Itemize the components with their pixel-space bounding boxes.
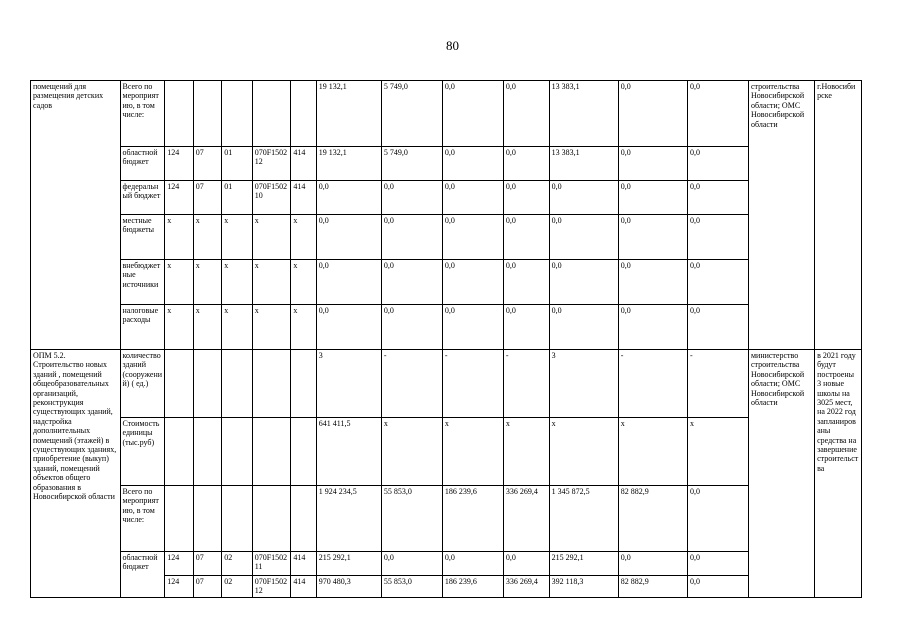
row-label-cell: количество зданий (сооружений) ( ед.) — [120, 350, 165, 418]
value-cell: x — [618, 418, 687, 486]
value-cell: 392 118,3 — [549, 576, 618, 598]
value-cell: 186 239,6 — [442, 576, 503, 598]
code-cell: x — [165, 305, 193, 350]
code-cell — [291, 418, 316, 486]
table-row — [31, 486, 862, 552]
value-cell: - — [442, 350, 503, 418]
code-cell: x — [291, 305, 316, 350]
code-cell — [222, 486, 253, 552]
code-cell — [222, 418, 253, 486]
code-cell: 07 — [193, 552, 221, 576]
code-cell: 07 — [193, 147, 221, 181]
value-cell: 3 — [316, 350, 381, 418]
code-cell — [165, 418, 193, 486]
code-cell: 124 — [165, 147, 193, 181]
code-cell — [193, 418, 221, 486]
table-row — [31, 260, 862, 305]
code-cell: 01 — [222, 147, 253, 181]
table-row — [31, 215, 862, 260]
code-cell: x — [165, 260, 193, 305]
value-cell: 0,0 — [442, 305, 503, 350]
value-cell: x — [381, 418, 442, 486]
code-cell: x — [291, 260, 316, 305]
value-cell: 0,0 — [503, 260, 549, 305]
value-cell: 0,0 — [618, 552, 687, 576]
value-cell: 0,0 — [687, 181, 748, 215]
code-cell: 070F150212 — [252, 147, 291, 181]
value-cell: 0,0 — [503, 181, 549, 215]
code-cell — [165, 81, 193, 147]
value-cell: 0,0 — [316, 305, 381, 350]
value-cell: 0,0 — [381, 181, 442, 215]
value-cell: 0,0 — [549, 181, 618, 215]
value-cell: 1 924 234,5 — [316, 486, 381, 552]
table-row — [31, 181, 862, 215]
value-cell: 82 882,9 — [618, 486, 687, 552]
code-cell — [193, 350, 221, 418]
value-cell: - — [618, 350, 687, 418]
value-cell: 0,0 — [442, 552, 503, 576]
code-cell: 070F150211 — [252, 552, 291, 576]
value-cell: - — [381, 350, 442, 418]
code-cell: x — [193, 260, 221, 305]
value-cell: 0,0 — [687, 81, 748, 147]
value-cell: 0,0 — [549, 215, 618, 260]
value-cell: 55 853,0 — [381, 576, 442, 598]
row-label-cell: Всего по мероприятию, в том числе: — [120, 486, 165, 552]
code-cell: 070F150210 — [252, 181, 291, 215]
code-cell: x — [291, 215, 316, 260]
value-cell: 0,0 — [503, 552, 549, 576]
code-cell — [291, 81, 316, 147]
value-cell: 641 411,5 — [316, 418, 381, 486]
value-cell: 0,0 — [381, 260, 442, 305]
code-cell: x — [252, 260, 291, 305]
value-cell: 0,0 — [618, 181, 687, 215]
code-cell — [252, 418, 291, 486]
value-cell: 13 383,1 — [549, 147, 618, 181]
code-cell: 414 — [291, 181, 316, 215]
table-row — [31, 350, 862, 418]
row-label-cell: внебюджетные источники — [120, 260, 165, 305]
code-cell: 124 — [165, 576, 193, 598]
code-cell: x — [252, 215, 291, 260]
code-cell: 124 — [165, 552, 193, 576]
value-cell: 0,0 — [381, 552, 442, 576]
value-cell: 0,0 — [442, 147, 503, 181]
table-row — [31, 147, 862, 181]
budget-table — [30, 80, 862, 598]
code-cell: 07 — [193, 181, 221, 215]
value-cell: 0,0 — [618, 215, 687, 260]
table-row — [31, 418, 862, 486]
value-cell: 55 853,0 — [381, 486, 442, 552]
value-cell: 0,0 — [316, 215, 381, 260]
value-cell: 3 — [549, 350, 618, 418]
code-cell: x — [165, 215, 193, 260]
value-cell: 0,0 — [381, 305, 442, 350]
code-cell: x — [222, 305, 253, 350]
value-cell: 0,0 — [503, 147, 549, 181]
value-cell: - — [503, 350, 549, 418]
value-cell: 0,0 — [442, 260, 503, 305]
code-cell: x — [252, 305, 291, 350]
value-cell: 0,0 — [503, 305, 549, 350]
value-cell: 0,0 — [549, 305, 618, 350]
value-cell: x — [442, 418, 503, 486]
value-cell: 0,0 — [381, 215, 442, 260]
value-cell: 82 882,9 — [618, 576, 687, 598]
code-cell — [222, 81, 253, 147]
value-cell: 0,0 — [618, 305, 687, 350]
value-cell: 336 269,4 — [503, 576, 549, 598]
value-cell: 0,0 — [442, 215, 503, 260]
code-cell — [252, 486, 291, 552]
code-cell: x — [222, 260, 253, 305]
table-row — [31, 81, 862, 147]
code-cell: x — [193, 215, 221, 260]
value-cell: 0,0 — [687, 552, 748, 576]
value-cell: - — [687, 350, 748, 418]
executor-cell: министерство строительства Новосибирской области; ОМС Новосибирской области — [748, 350, 814, 598]
value-cell: 0,0 — [687, 260, 748, 305]
code-cell: 414 — [291, 552, 316, 576]
code-cell: x — [193, 305, 221, 350]
code-cell — [193, 81, 221, 147]
code-cell: 07 — [193, 576, 221, 598]
row-label-cell: налоговые расходы — [120, 305, 165, 350]
value-cell: 0,0 — [687, 147, 748, 181]
code-cell — [291, 486, 316, 552]
value-cell: 0,0 — [687, 576, 748, 598]
value-cell: 0,0 — [316, 260, 381, 305]
value-cell: 0,0 — [316, 181, 381, 215]
code-cell: 02 — [222, 552, 253, 576]
code-cell — [291, 350, 316, 418]
page-number: 80 — [446, 38, 459, 53]
table-row — [31, 305, 862, 350]
row-label-cell: областной бюджет — [120, 147, 165, 181]
value-cell: 0,0 — [549, 260, 618, 305]
value-cell: 0,0 — [687, 305, 748, 350]
code-cell: 124 — [165, 181, 193, 215]
value-cell: 0,0 — [618, 147, 687, 181]
code-cell: 414 — [291, 147, 316, 181]
value-cell: 215 292,1 — [316, 552, 381, 576]
value-cell: 19 132,1 — [316, 147, 381, 181]
code-cell — [222, 350, 253, 418]
value-cell: 215 292,1 — [549, 552, 618, 576]
result-cell: г.Новосибирске — [815, 81, 862, 350]
code-cell: x — [222, 215, 253, 260]
measure-name-cell: помещений для размещения детских садов — [31, 81, 121, 350]
value-cell: 0,0 — [503, 215, 549, 260]
row-label-cell: местные бюджеты — [120, 215, 165, 260]
value-cell: 13 383,1 — [549, 81, 618, 147]
value-cell: 19 132,1 — [316, 81, 381, 147]
value-cell: 0,0 — [442, 81, 503, 147]
executor-cell: строительства Новосибирской области; ОМС Новосибирской области — [748, 81, 814, 350]
code-cell: 01 — [222, 181, 253, 215]
code-cell: 414 — [291, 576, 316, 598]
row-label-cell: федеральный бюджет — [120, 181, 165, 215]
code-cell — [252, 81, 291, 147]
value-cell: 336 269,4 — [503, 486, 549, 552]
table-row — [31, 552, 862, 576]
value-cell: 5 749,0 — [381, 147, 442, 181]
value-cell: 0,0 — [442, 181, 503, 215]
value-cell: 186 239,6 — [442, 486, 503, 552]
value-cell: 970 480,3 — [316, 576, 381, 598]
value-cell: x — [503, 418, 549, 486]
code-cell: 02 — [222, 576, 253, 598]
measure-name-cell: ОПМ 5.2. Строительство новых зданий , помещений общеобразовательных организаций, реконструкция существующих зданий, надстройка дополнительных помещений (этажей) в существующих зданиях, приобретение (выкуп) зданий, помещений объектов общего образования в Новосибирской области — [31, 350, 121, 598]
value-cell: 0,0 — [618, 260, 687, 305]
code-cell — [165, 486, 193, 552]
value-cell: 0,0 — [503, 81, 549, 147]
row-label-cell: Стоимость единицы (тыс.руб) — [120, 418, 165, 486]
value-cell: 0,0 — [687, 486, 748, 552]
code-cell: 070F150212 — [252, 576, 291, 598]
code-cell — [165, 350, 193, 418]
row-label-cell: Всего по мероприятию, в том числе: — [120, 81, 165, 147]
row-label-cell: областной бюджет — [120, 552, 165, 598]
value-cell: 0,0 — [618, 81, 687, 147]
value-cell: 0,0 — [687, 215, 748, 260]
code-cell — [252, 350, 291, 418]
value-cell: x — [687, 418, 748, 486]
value-cell: x — [549, 418, 618, 486]
result-cell: в 2021 году будут построены 3 новые школы на 3025 мест, на 2022 год запланированы средства на завершение строительства — [815, 350, 862, 598]
code-cell — [193, 486, 221, 552]
value-cell: 5 749,0 — [381, 81, 442, 147]
value-cell: 1 345 872,5 — [549, 486, 618, 552]
